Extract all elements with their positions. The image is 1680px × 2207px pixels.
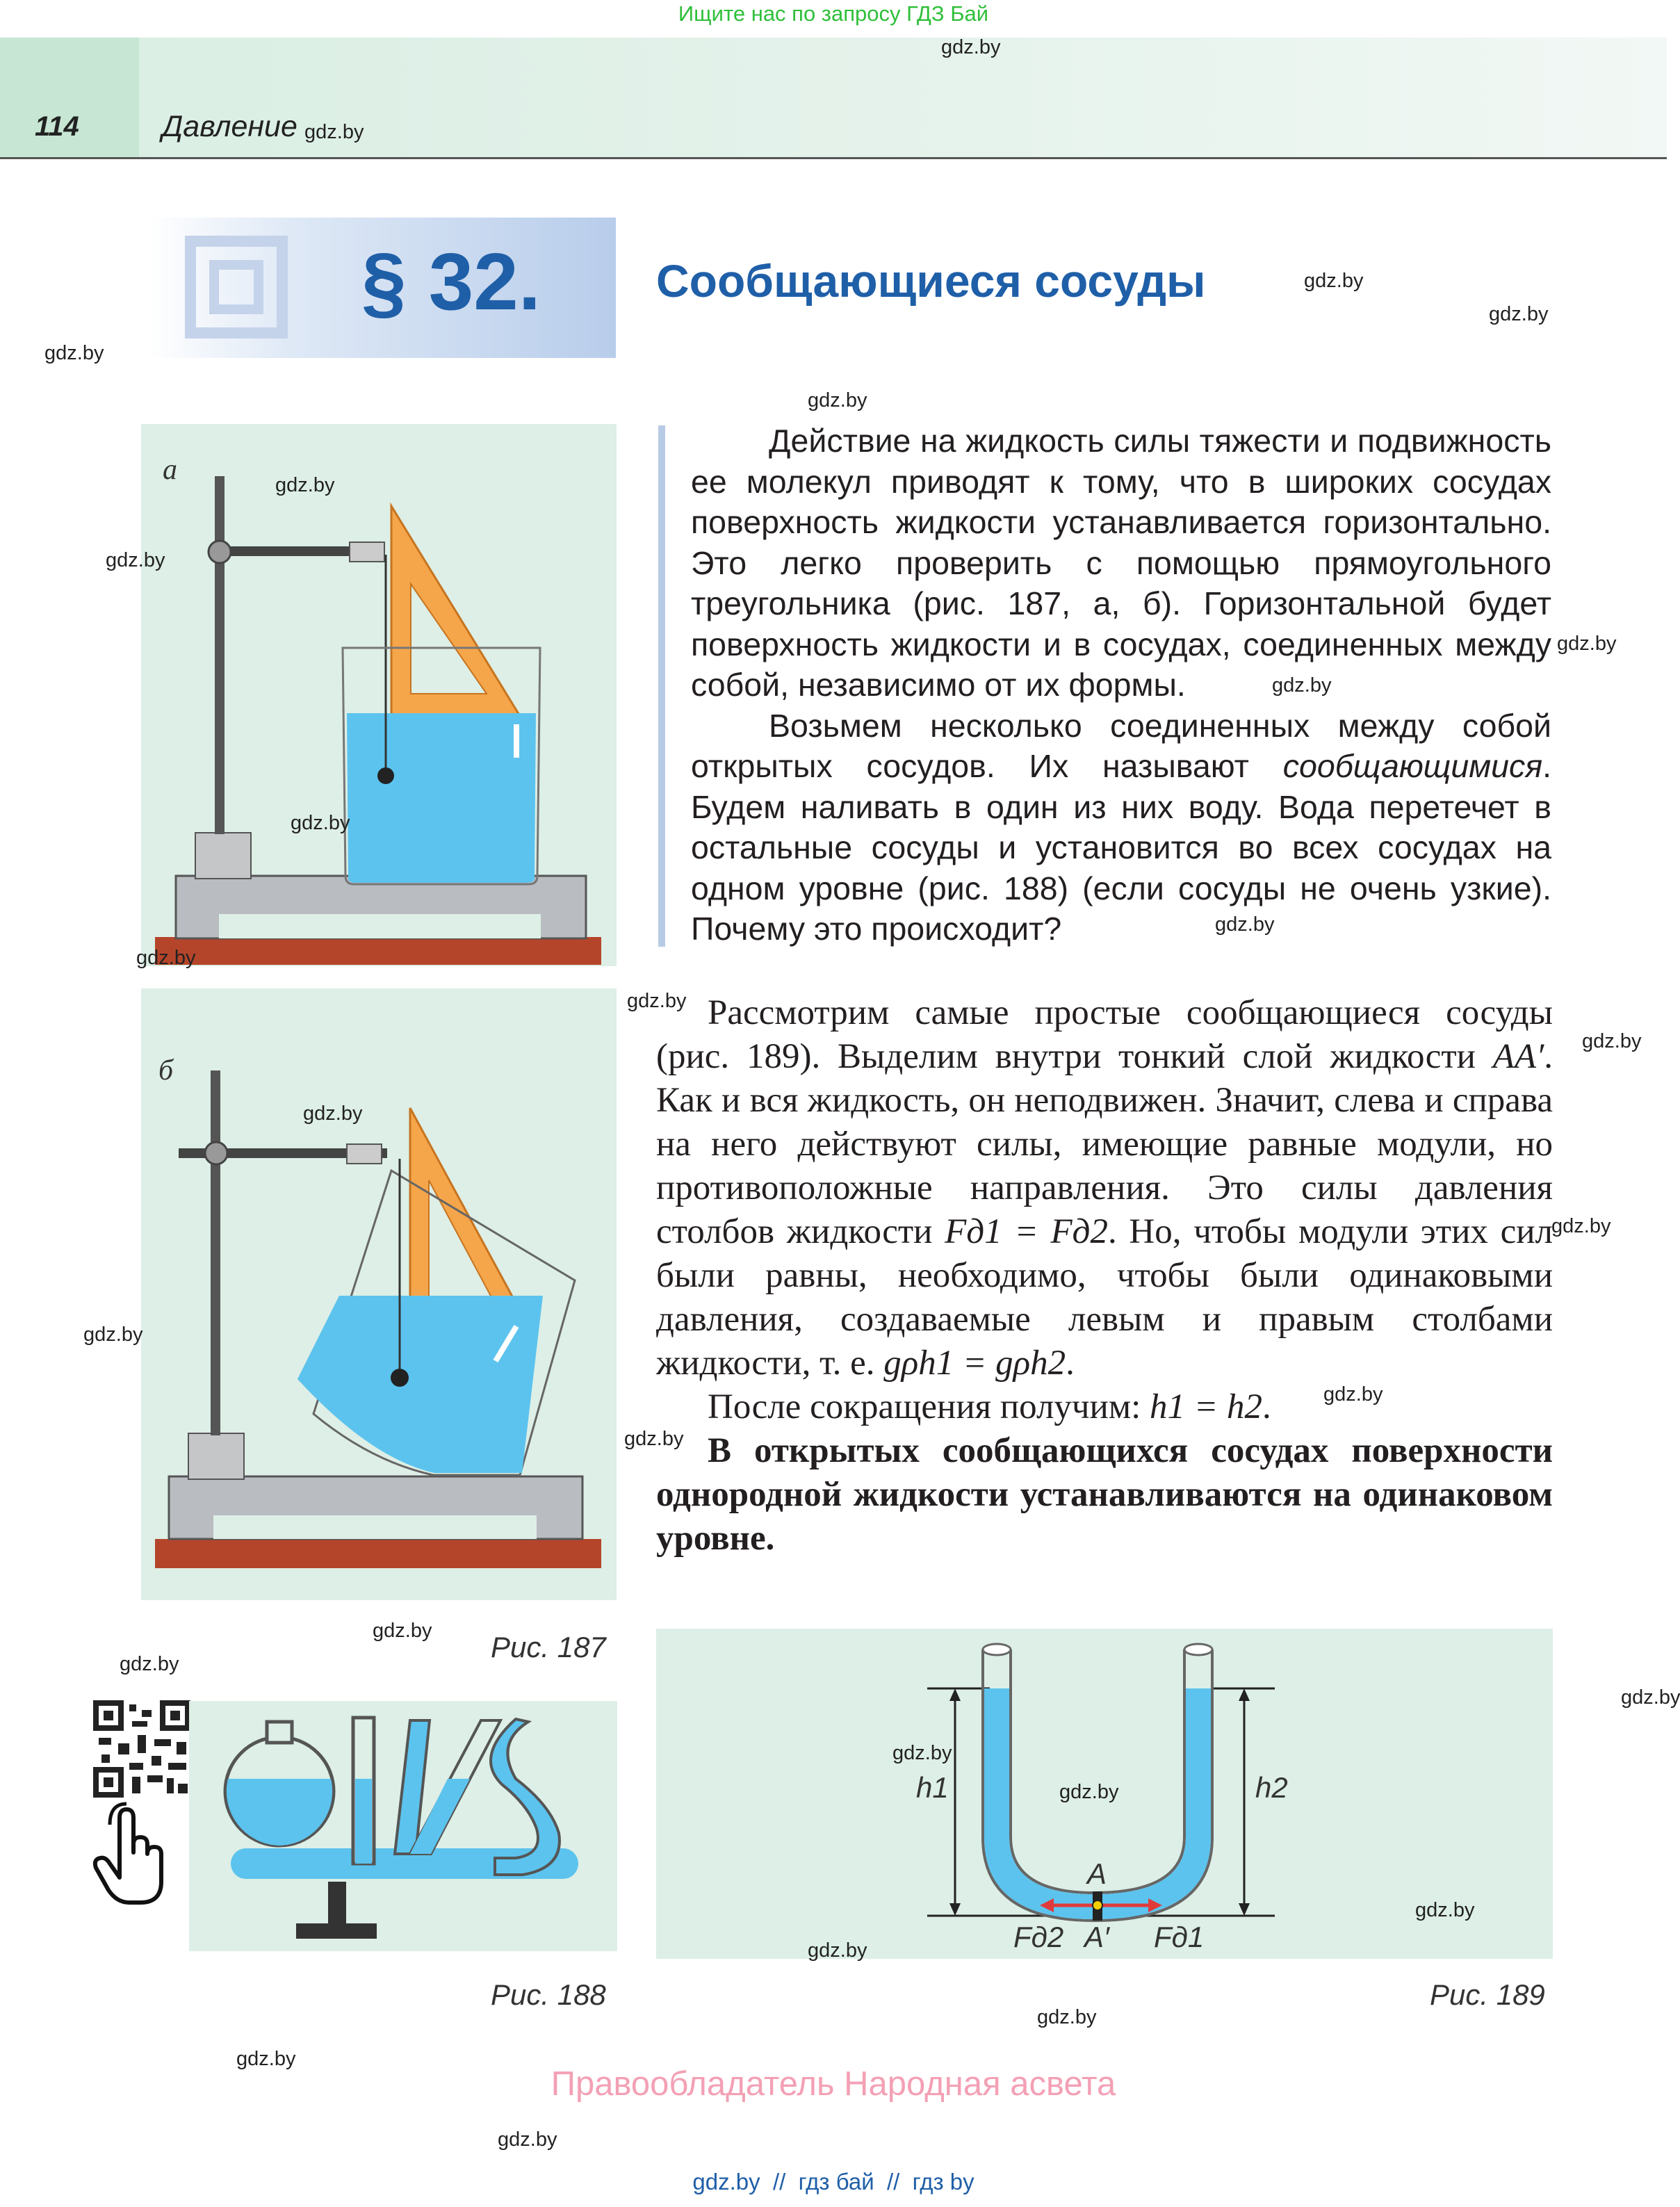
watermark: gdz.by (808, 1939, 867, 1962)
fig189-a-prime-label: A′ (1084, 1921, 1109, 1953)
main-paragraph-2 (656, 1385, 1553, 1429)
section-square-icon (188, 238, 285, 336)
watermark: gdz.by (136, 947, 196, 969)
intro-p2-text-a: Возьмем несколько соединенных между собой открытых сосудов. Их называют (691, 707, 1551, 784)
watermark: gdz.by (1557, 633, 1617, 655)
figure-187b-illustration (141, 988, 617, 1600)
fig189-h1-label: h1 (916, 1771, 949, 1804)
watermark: gdz.by (291, 812, 350, 834)
figure-187a-illustration (141, 424, 617, 966)
watermark: gdz.by (1059, 1781, 1119, 1803)
formula-heights: h1 = h2 (1150, 1387, 1262, 1426)
watermark: gdz.by (106, 549, 165, 571)
intro-block (660, 421, 1551, 950)
figure-label-b: б (158, 1054, 174, 1086)
main-p2-text-b: . (1262, 1387, 1271, 1426)
layer-aa: AA′ (1492, 1037, 1544, 1076)
caption-fig-189: Рис. 189 (1430, 1978, 1545, 2011)
watermark: gdz.by (1215, 913, 1275, 936)
hand-pointer-icon[interactable] (89, 1804, 172, 1908)
section-title: Сообщающиеся сосуды (656, 255, 1206, 307)
page-number: 114 (35, 111, 79, 142)
fig189-f1-label: Fд1 (1154, 1921, 1205, 1953)
watermark: gdz.by (1304, 270, 1364, 292)
main-p1-text-b: . Как и вся жидкость, он неподвижен. Значит, слева и справа на него действуют силы, имеющие равные модули, но противоположные направления. Это силы давления столбов жидкости (656, 1037, 1553, 1251)
watermark: gdz.by (498, 2128, 557, 2151)
watermark: gdz.by (627, 990, 687, 1012)
watermark: gdz.by (1582, 1030, 1642, 1052)
formula-forces: Fд1 = Fд2 (945, 1212, 1108, 1251)
watermark: gdz.by (1415, 1899, 1475, 1921)
intro-paragraph-1: Действие на жидкость силы тяжести и подвижность ее молекул приводят к тому, что в широких сосудах поверхность жидкости устанавливается горизонтально. Это легко проверить с помощью прямоугольного треугольника (рис. 187, а, б). Горизонтальной будет поверхность жидкости и в сосудах, соединенных между собой, независимо от их формы. (691, 423, 1551, 703)
figure-188-illustration (189, 1701, 617, 1951)
fig189-h2-label: h2 (1255, 1771, 1288, 1804)
caption-fig-188: Рис. 188 (491, 1978, 606, 2011)
main-p2-text-a: После сокращения получим: (708, 1387, 1150, 1426)
intro-paragraph-2 (660, 706, 1551, 950)
term-communicating: сообщающимися (1282, 748, 1543, 784)
rule-statement: В открытых сообщающихся сосудах поверхности однородной жидкости устанавливаются на одинаковом уровне. (656, 1431, 1553, 1558)
watermark: gdz.by (120, 1653, 179, 1675)
caption-fig-187: Рис. 187 (491, 1631, 606, 1663)
top-note[interactable]: Ищите нас по запросу ГДЗ Бай (678, 1, 989, 26)
watermark: gdz.by (892, 1742, 952, 1764)
watermark: gdz.by (83, 1324, 143, 1346)
watermark: gdz.by (1489, 303, 1549, 325)
watermark: gdz.by (236, 2048, 296, 2070)
watermark: gdz.by (1272, 674, 1332, 697)
copyright: Правообладатель Народная асвета (551, 2065, 1116, 2103)
main-paragraph-1 (656, 991, 1553, 1385)
section-number: § 32. (361, 236, 541, 327)
watermark: gdz.by (941, 36, 1001, 58)
main-p1-text-d: . (1066, 1344, 1075, 1383)
watermark: gdz.by (304, 121, 364, 143)
watermark: gdz.by (373, 1620, 432, 1642)
watermark: gdz.by (303, 1102, 363, 1125)
figure-label-a: а (163, 454, 177, 486)
watermark: gdz.by (1037, 2006, 1097, 2028)
header-divider (0, 157, 1667, 159)
watermark: gdz.by (1323, 1383, 1383, 1406)
watermark: gdz.by (44, 342, 104, 364)
main-p1-text-a: Рассмотрим самые простые сообщающиеся сосуды (рис. 189). Выделим внутри тонкий слой жидкости (656, 993, 1553, 1076)
watermark: gdz.by (1551, 1215, 1611, 1237)
main-text-block (656, 991, 1553, 1561)
watermark: gdz.by (624, 1428, 684, 1450)
watermark: gdz.by (1621, 1686, 1680, 1709)
footer-links[interactable]: gdz.by // гдз бай // гдз by (692, 2169, 974, 2194)
fig189-a-label: A (1087, 1857, 1107, 1890)
main-p1-text-c: . Но, чтобы модули этих сил были равны, необходимо, чтобы были одинаковыми давления, создаваемые левым и правым столбами жидкости, т. е. (656, 1212, 1553, 1383)
fig189-f2-label: Fд2 (1013, 1921, 1064, 1953)
qr-code-icon[interactable] (93, 1700, 190, 1798)
running-head: Давление (162, 110, 297, 143)
watermark: gdz.by (275, 474, 335, 496)
watermark: gdz.by (808, 389, 867, 412)
formula-pressures: gρh1 = gρh2 (883, 1344, 1066, 1383)
intro-p2-text-b: . Будем наливать в один из них воду. Вода перетечет в остальные сосуды и установится во всех сосудах на одном уровне (рис. 188) (если сосуды не очень узкие). Почему это происходит? (691, 748, 1551, 947)
